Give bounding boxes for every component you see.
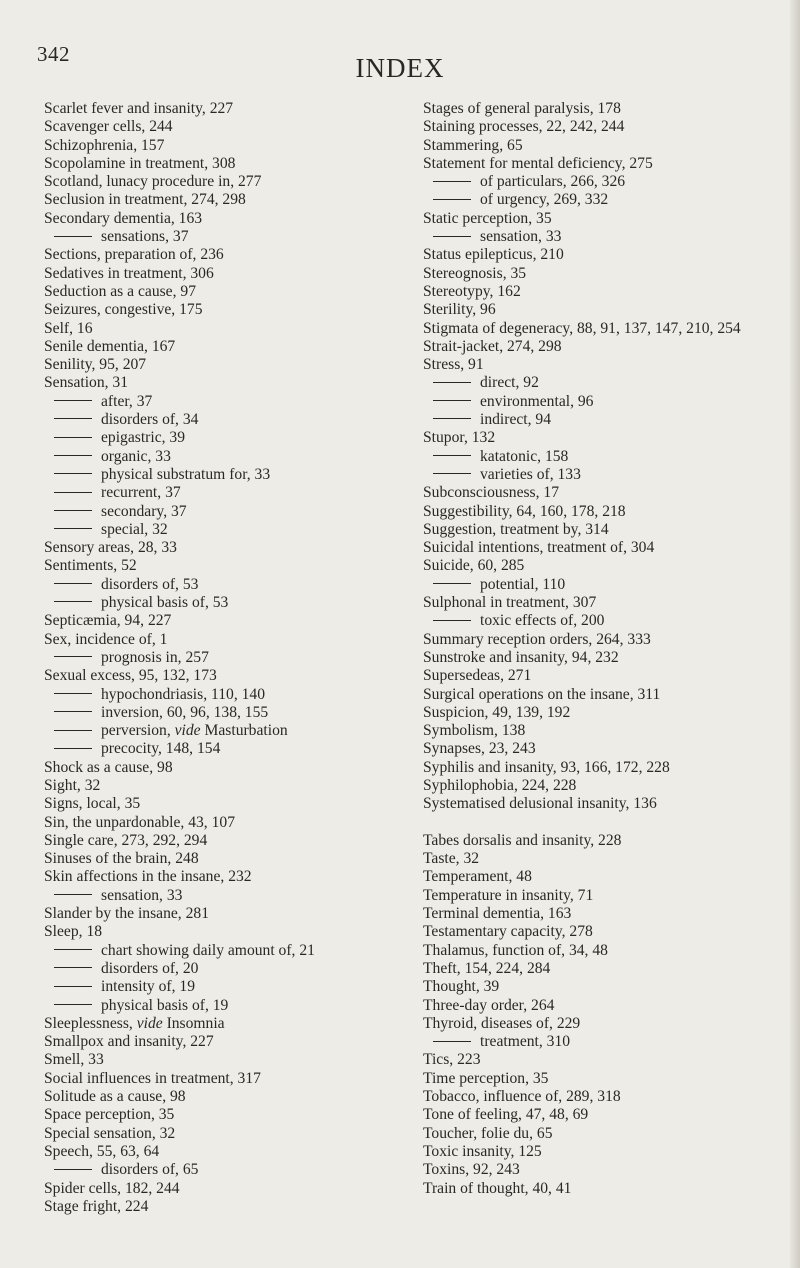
index-entry [423,1143,793,1161]
entry-text: perversion, vide Masturbation [101,722,288,740]
entry-text: Sleeplessness, vide Insomnia [44,1014,225,1032]
index-entry [44,265,424,283]
index-entry [423,704,793,722]
index-entry [423,301,793,319]
entry-text: Three-day order, 264 [423,996,555,1014]
entry-text: Seclusion in treatment, 274, 298 [44,191,246,209]
index-entry [44,667,424,685]
repeat-dash [433,400,471,401]
entry-text: Social influences in treatment, 317 [44,1069,261,1087]
index-subentry [423,191,793,209]
index-entry [423,246,793,264]
entry-text: Schizophrenia, 157 [44,136,165,154]
index-entry [44,795,424,813]
index-entry [44,100,424,118]
index-subentry [423,411,793,429]
entry-text: Sedatives in treatment, 306 [44,264,214,282]
index-entry [44,155,424,173]
repeat-dash [54,473,92,474]
repeat-dash [433,199,471,200]
entry-text: physical substratum for, 33 [101,465,271,483]
index-entry [423,997,793,1015]
repeat-dash [54,693,92,694]
entry-text: Single care, 273, 292, 294 [44,831,208,849]
repeat-dash [54,236,92,237]
entry-text: of particulars, 266, 326 [480,173,626,191]
entry-text: Smell, 33 [44,1051,104,1069]
entry-text: Stereotypy, 162 [423,282,521,300]
repeat-dash [54,492,92,493]
index-entry [423,978,793,996]
entry-text: Stereognosis, 35 [423,264,527,282]
repeat-dash [433,620,471,621]
entry-text: Signs, local, 35 [44,795,141,813]
index-entry [44,923,424,941]
index-entry [44,612,424,630]
entry-text: Scarlet fever and insanity, 227 [44,100,234,117]
index-subentry [44,466,424,484]
entry-text: hypochondriasis, 110, 140 [101,685,266,703]
entry-text: Surgical operations on the insane, 311 [423,685,661,703]
entry-text: Strait-jacket, 274, 298 [423,337,562,355]
repeat-dash [54,986,92,987]
entry-text: Solitude as a cause, 98 [44,1088,186,1106]
index-entry [423,1088,793,1106]
index-subentry [423,466,793,484]
index-entry [423,338,793,356]
entry-text: Syphilis and insanity, 93, 166, 172, 228 [423,758,670,776]
repeat-dash [54,437,92,438]
entry-text: Staining processes, 22, 242, 244 [423,118,625,136]
index-entry [423,868,793,886]
index-subentry [44,393,424,411]
repeat-dash [433,418,471,419]
index-entry [44,1088,424,1106]
entry-text: Status epilepticus, 210 [423,246,564,264]
index-entry [44,301,424,319]
index-subentry [423,374,793,392]
entry-text: Toxins, 92, 243 [423,1161,520,1179]
entry-text: Scopolamine in treatment, 308 [44,154,236,172]
index-entry [423,1051,793,1069]
entry-text: Scotland, lunacy procedure in, 277 [44,173,262,191]
index-subentry [44,740,424,758]
index-entry [423,1180,793,1198]
entry-text: Static perception, 35 [423,209,552,227]
index-entry [44,191,424,209]
index-subentry [44,503,424,521]
index-column-left [44,100,424,1216]
entry-text: Tics, 223 [423,1051,481,1069]
index-entry [44,850,424,868]
section-gap [423,814,793,832]
index-entry [44,137,424,155]
entry-text: Sterility, 96 [423,301,496,319]
entry-text: organic, 33 [101,447,171,465]
repeat-dash [54,400,92,401]
entry-text: Temperature in insanity, 71 [423,886,594,904]
index-entry [44,173,424,191]
entry-text: sensations, 37 [101,228,189,246]
entry-text: disorders of, 53 [101,575,199,593]
entry-text: Synapses, 23, 243 [423,740,536,758]
index-entry [423,137,793,155]
index-subentry [423,393,793,411]
entry-text: treatment, 310 [480,1033,571,1051]
entry-text: Suspicion, 49, 139, 192 [423,703,571,721]
entry-text: Temperament, 48 [423,868,532,886]
entry-text: Sexual excess, 95, 132, 173 [44,667,217,685]
entry-text: Tabes dorsalis and insanity, 228 [423,831,622,849]
index-subentry [44,448,424,466]
index-entry [423,832,793,850]
entry-text: Speech, 55, 63, 64 [44,1142,160,1160]
entry-text: Smallpox and insanity, 227 [44,1033,214,1051]
entry-text: Summary reception orders, 264, 333 [423,630,651,648]
index-entry [44,631,424,649]
index-subentry [423,1033,793,1051]
entry-text: Sensation, 31 [44,374,129,392]
entry-text: of urgency, 269, 332 [480,191,609,209]
repeat-dash [54,583,92,584]
index-entry [423,1125,793,1143]
index-subentry [423,576,793,594]
index-entry [423,155,793,173]
entry-text: Stupor, 132 [423,429,496,447]
repeat-dash [54,894,92,895]
entry-text: Systematised delusional insanity, 136 [423,795,657,813]
index-subentry [44,942,424,960]
index-entry [44,1051,424,1069]
index-entry [423,960,793,978]
entry-text: Thyroid, diseases of, 229 [423,1014,581,1032]
entry-text: sensation, 33 [480,228,562,246]
entry-text: Sulphonal in treatment, 307 [423,594,597,612]
repeat-dash [54,601,92,602]
entry-text: Sin, the unpardonable, 43, 107 [44,813,235,831]
index-entry [44,118,424,136]
entry-text: Statement for mental deficiency, 275 [423,154,653,172]
entry-text: Train of thought, 40, 41 [423,1179,572,1197]
index-entry [44,374,424,392]
entry-text: katatonic, 158 [480,447,569,465]
index-entry [44,356,424,374]
repeat-dash [54,455,92,456]
index-entry [423,1106,793,1124]
index-entry [44,1143,424,1161]
index-entry [44,1180,424,1198]
index-subentry [44,594,424,612]
index-entry [44,1198,424,1216]
entry-text: Sunstroke and insanity, 94, 232 [423,648,619,666]
index-entry [423,777,793,795]
index-entry [423,265,793,283]
index-subentry [423,612,793,630]
entry-text: precocity, 148, 154 [101,740,221,758]
entry-text: Senility, 95, 207 [44,356,147,374]
index-entry [44,210,424,228]
entry-text: epigastric, 39 [101,429,186,447]
entry-text: Syphilophobia, 224, 228 [423,776,577,794]
index-subentry [44,704,424,722]
entry-text: Sensory areas, 28, 33 [44,539,177,557]
index-entry [423,557,793,575]
entry-text: Senile dementia, 167 [44,337,176,355]
entry-text: Stigmata of degeneracy, 88, 91, 137, 147, 210, 254 [423,319,741,337]
index-subentry [44,228,424,246]
index-entry [423,795,793,813]
entry-text: Theft, 154, 224, 284 [423,959,551,977]
index-subentry [44,887,424,905]
index-subentry [44,521,424,539]
index-entry [423,850,793,868]
index-entry [44,832,424,850]
entry-text: special, 32 [101,520,168,538]
entry-text: Stress, 91 [423,356,484,374]
index-subentry [44,1161,424,1179]
entry-text: Sinuses of the brain, 248 [44,850,199,868]
repeat-dash [54,528,92,529]
index-entry [423,1070,793,1088]
index-entry [423,1161,793,1179]
entry-text: environmental, 96 [480,392,594,410]
entry-text: Seizures, congestive, 175 [44,301,203,319]
repeat-dash [54,656,92,657]
entry-text: sensation, 33 [101,886,183,904]
entry-text: Seduction as a cause, 97 [44,282,196,300]
entry-text: secondary, 37 [101,502,187,520]
repeat-dash [54,510,92,511]
index-entry [44,1106,424,1124]
repeat-dash [433,583,471,584]
index-subentry [44,429,424,447]
entry-text: Taste, 32 [423,850,480,868]
repeat-dash [54,730,92,731]
index-entry [44,759,424,777]
index-subentry [44,484,424,502]
index-entry [423,521,793,539]
index-column-right [423,100,793,1198]
index-entry [423,759,793,777]
entry-text: Sentiments, 52 [44,557,137,575]
entry-text: after, 37 [101,392,153,410]
index-entry [423,118,793,136]
entry-text: toxic effects of, 200 [480,612,605,630]
repeat-dash [433,181,471,182]
entry-text: Suicidal intentions, treatment of, 304 [423,539,655,557]
entry-text: recurrent, 37 [101,484,181,502]
entry-text: Sleep, 18 [44,923,103,941]
entry-text: chart showing daily amount of, 21 [101,941,315,959]
repeat-dash [54,1169,92,1170]
entry-text: Terminal dementia, 163 [423,905,572,923]
page-title: INDEX [355,53,445,83]
entry-text: Slander by the insane, 281 [44,905,209,923]
entry-text: Toucher, folie du, 65 [423,1124,553,1142]
entry-text: Stammering, 65 [423,136,523,154]
entry-text: varieties of, 133 [480,465,581,483]
index-entry [423,942,793,960]
entry-text: physical basis of, 19 [101,996,229,1014]
index-entry [44,283,424,301]
index-subentry [44,686,424,704]
index-subentry [44,411,424,429]
entry-text: Testamentary capacity, 278 [423,923,593,941]
repeat-dash [433,473,471,474]
repeat-dash [54,711,92,712]
entry-text: Tobacco, influence of, 289, 318 [423,1088,621,1106]
entry-text: intensity of, 19 [101,978,195,996]
entry-text: Thought, 39 [423,978,500,996]
repeat-dash [54,967,92,968]
repeat-dash [54,748,92,749]
entry-text: Secondary dementia, 163 [44,209,203,227]
entry-text: Toxic insanity, 125 [423,1142,542,1160]
index-entry [44,557,424,575]
entry-text: indirect, 94 [480,411,552,429]
index-entry [44,338,424,356]
entry-text: Special sensation, 32 [44,1124,176,1142]
index-entry [423,1015,793,1033]
index-entry [423,429,793,447]
index-entry [423,686,793,704]
entry-text: Stages of general paralysis, 178 [423,100,621,117]
entry-text: physical basis of, 53 [101,594,229,612]
index-entry [423,740,793,758]
index-subentry [44,576,424,594]
repeat-dash [54,1004,92,1005]
entry-text: Space perception, 35 [44,1106,175,1124]
entry-text: Sight, 32 [44,776,101,794]
index-entry [44,539,424,557]
entry-text: Septicæmia, 94, 227 [44,612,172,630]
index-entry [44,1015,424,1033]
entry-text: Suicide, 60, 285 [423,557,525,575]
index-entry [44,868,424,886]
repeat-dash [54,418,92,419]
entry-text: Symbolism, 138 [423,722,526,740]
entry-text: Skin affections in the insane, 232 [44,868,252,886]
index-entry [423,905,793,923]
entry-text: potential, 110 [480,575,566,593]
index-entry [423,631,793,649]
index-entry [423,594,793,612]
entry-text: direct, 92 [480,374,539,392]
repeat-dash [433,382,471,383]
entry-text: Shock as a cause, 98 [44,758,173,776]
entry-text: disorders of, 20 [101,959,199,977]
index-entry [44,1125,424,1143]
index-entry [423,100,793,118]
index-entry [423,210,793,228]
index-entry [44,246,424,264]
entry-text: Sections, preparation of, 236 [44,246,224,264]
index-entry [44,777,424,795]
index-entry [423,283,793,301]
repeat-dash [433,1041,471,1042]
entry-text: inversion, 60, 96, 138, 155 [101,703,269,721]
index-entry [423,722,793,740]
index-entry [423,923,793,941]
entry-text: prognosis in, 257 [101,648,209,666]
index-subentry [44,649,424,667]
page-number: 342 [37,42,70,66]
index-entry [423,649,793,667]
entry-text: Thalamus, function of, 34, 48 [423,941,608,959]
index-entry [44,905,424,923]
entry-text: Suggestibility, 64, 160, 178, 218 [423,502,626,520]
index-entry [423,320,793,338]
entry-text: Spider cells, 182, 244 [44,1179,180,1197]
index-subentry [44,978,424,996]
entry-text: Sex, incidence of, 1 [44,630,168,648]
entry-text: Supersedeas, 271 [423,667,532,685]
index-entry [44,1070,424,1088]
repeat-dash [433,455,471,456]
entry-text: Stage fright, 224 [44,1197,149,1215]
index-entry [423,356,793,374]
index-subentry [44,722,424,740]
index-entry [423,503,793,521]
index-entry [423,484,793,502]
index-subentry [44,960,424,978]
repeat-dash [54,949,92,950]
entry-text: Time perception, 35 [423,1069,549,1087]
index-subentry [44,997,424,1015]
index-entry [423,667,793,685]
repeat-dash [433,236,471,237]
index-entry [423,539,793,557]
index-entry [44,814,424,832]
index-entry [44,320,424,338]
index-subentry [423,173,793,191]
entry-text: Tone of feeling, 47, 48, 69 [423,1106,589,1124]
index-entry [44,1033,424,1051]
entry-text: Self, 16 [44,319,93,337]
index-subentry [423,228,793,246]
entry-text: disorders of, 34 [101,411,199,429]
index-subentry [423,448,793,466]
index-entry [423,887,793,905]
entry-text: Scavenger cells, 244 [44,118,173,136]
entry-text: Subconsciousness, 17 [423,484,560,502]
entry-text: disorders of, 65 [101,1161,199,1179]
entry-text: Suggestion, treatment by, 314 [423,520,609,538]
